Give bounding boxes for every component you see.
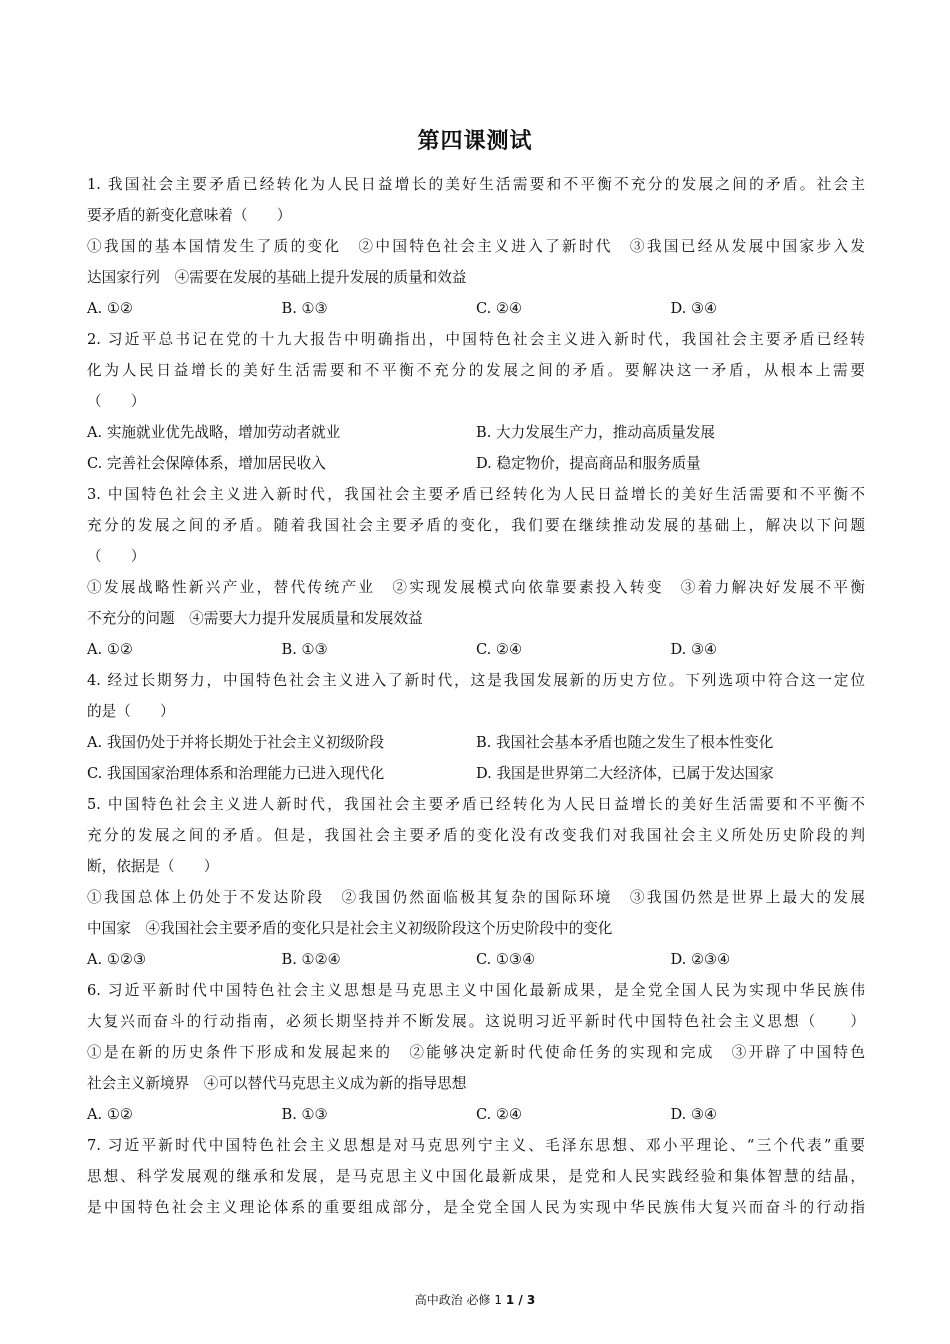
- q3-line-5: 不充分的问题 ④需要大力提升发展质量和发展效益: [87, 610, 423, 627]
- q1-line-3: ①我国的基本国情发生了质的变化 ②中国特色社会主义进入了新时代 ③我国已经从发展中国家步入发: [87, 238, 865, 255]
- q2-option-a: A. 实施就业优先战略，增加劳动者就业: [87, 424, 341, 441]
- q5-line-5: 中国家 ④我国社会主要矛盾的变化只是社会主义初级阶段这个历史阶段中的变化: [87, 920, 613, 937]
- q1-option-d: D. ③④: [670, 300, 718, 317]
- q3-line-1: 3. 中国特色社会主义进入新时代，我国社会主要矛盾已经转化为人民日益增长的美好生活需要和不平衡不: [87, 486, 865, 503]
- q1-line-1: 1. 我国社会主要矛盾已经转化为人民日益增长的美好生活需要和不平衡不充分的发展之间的矛盾。社会主: [87, 176, 865, 193]
- q4-option-a: A. 我国仍处于并将长期处于社会主义初级阶段: [87, 734, 385, 751]
- q6-options: [87, 1099, 865, 1130]
- q5-option-d: D. ②③④: [670, 951, 731, 968]
- question-body: [87, 169, 865, 1223]
- q7-line-1: 7. 习近平新时代中国特色社会主义思想是对马克思列宁主义、毛泽东思想、邓小平理论、“三个代表”重要: [87, 1137, 865, 1154]
- q3-option-a: A. ①②: [87, 641, 133, 658]
- q6-option-a: A. ①②: [87, 1106, 133, 1123]
- q7-line-3: 是中国特色社会主义理论体系的重要组成部分，是全党全国人民为实现中华民族伟大复兴而奋斗的行动指: [87, 1199, 865, 1216]
- q4-option-b: B. 我国社会基本矛盾也随之发生了根本性变化: [476, 734, 774, 751]
- q2-options-row-2: [87, 448, 865, 479]
- q4-options-row-2: [87, 758, 865, 789]
- q1-line-4: 达国家行列 ④需要在发展的基础上提升发展的质量和效益: [87, 269, 467, 286]
- q3-option-b: B. ①③: [281, 641, 328, 658]
- q3-line-3: （ ）: [87, 548, 146, 565]
- q6-option-b: B. ①③: [281, 1106, 328, 1123]
- q4-option-d: D. 我国是世界第二大经济体，已属于发达国家: [476, 765, 774, 782]
- q6-line-3: ①是在新的历史条件下形成和发展起来的 ②能够决定新时代使命任务的实现和完成 ③开辟了中国特色: [87, 1044, 865, 1061]
- q5-option-a: A. ①②③: [87, 951, 147, 968]
- q2-options-row-1: [87, 417, 865, 448]
- q2-option-c: C. 完善社会保障体系，增加居民收入: [87, 455, 326, 472]
- q3-line-2: 充分的发展之间的矛盾。随着我国社会主要矛盾的变化，我们要在继续推动发展的基础上，解决以下问题: [87, 517, 865, 534]
- q5-option-b: B. ①②④: [281, 951, 341, 968]
- q5-line-1: 5. 中国特色社会主义进人新时代，我国社会主要矛盾已经转化为人民日益增长的美好生活需要和不平衡不: [87, 796, 865, 813]
- q4-line-1: 4. 经过长期努力，中国特色社会主义进入了新时代，这是我国发展新的历史方位。下列选项中符合这一定位: [87, 672, 865, 689]
- q3-line-4: ①发展战略性新兴产业，替代传统产业 ②实现发展模式向依靠要素投入转变 ③着力解决好发展不平衡: [87, 579, 865, 596]
- q6-line-2: 大复兴而奋斗的行动指南，必须长期坚持并不断发展。这说明习近平新时代中国特色社会主义思想（ ）: [87, 1013, 865, 1030]
- q2-option-b: B. 大力发展生产力，推动高质量发展: [476, 424, 715, 441]
- q2-line-1: 2. 习近平总书记在党的十九大报告中明确指出，中国特色社会主义进入新时代，我国社会主要矛盾已经转: [87, 331, 865, 348]
- q5-line-2: 充分的发展之间的矛盾。但是，我国社会主要矛盾的变化没有改变我们对我国社会主义所处历史阶段的判: [87, 827, 865, 844]
- q7-line-2: 思想、科学发展观的继承和发展，是马克思主义中国化最新成果，是党和人民实践经验和集体智慧的结晶，: [87, 1168, 865, 1185]
- q2-line-3: （ ）: [87, 393, 146, 410]
- q3-options: [87, 634, 865, 665]
- q5-option-c: C. ①③④: [476, 951, 536, 968]
- q4-option-c: C. 我国国家治理体系和治理能力已进入现代化: [87, 765, 385, 782]
- q5-options: [87, 944, 865, 975]
- q2-line-2: 化为人民日益增长的美好生活需要和不平衡不充分的发展之间的矛盾。要解决这一矛盾，从根本上需要: [87, 362, 865, 379]
- q6-option-c: C. ②④: [476, 1106, 523, 1123]
- q4-line-2: 的是（ ）: [87, 703, 175, 720]
- q1-option-b: B. ①③: [281, 300, 328, 317]
- q1-option-a: A. ①②: [87, 300, 133, 317]
- page-footer: [0, 1291, 950, 1308]
- q3-option-d: D. ③④: [670, 641, 718, 658]
- q1-option-c: C. ②④: [476, 300, 523, 317]
- q1-line-2: 要矛盾的新变化意味着（ ）: [87, 207, 292, 224]
- q6-line-4: 社会主义新境界 ④可以替代马克思主义成为新的指导思想: [87, 1075, 467, 1092]
- q2-option-d: D. 稳定物价，提高商品和服务质量: [476, 455, 701, 472]
- q6-line-1: 6. 习近平新时代中国特色社会主义思想是马克思主义中国化最新成果，是全党全国人民为实现中华民族伟: [87, 982, 865, 999]
- footer-text: 高中政治 必修 1: [414, 1293, 506, 1307]
- q3-option-c: C. ②④: [476, 641, 523, 658]
- q4-options-row-1: [87, 727, 865, 758]
- footer-page-number: 1 / 3: [505, 1293, 536, 1307]
- q5-line-4: ①我国总体上仍处于不发达阶段 ②我国仍然面临极其复杂的国际环境 ③我国仍然是世界上最大的发展: [87, 889, 865, 906]
- q1-options: [87, 293, 865, 324]
- page-title: 第四课测试: [417, 128, 533, 154]
- q5-line-3: 断，依据是（ ）: [87, 858, 219, 875]
- q6-option-d: D. ③④: [670, 1106, 718, 1123]
